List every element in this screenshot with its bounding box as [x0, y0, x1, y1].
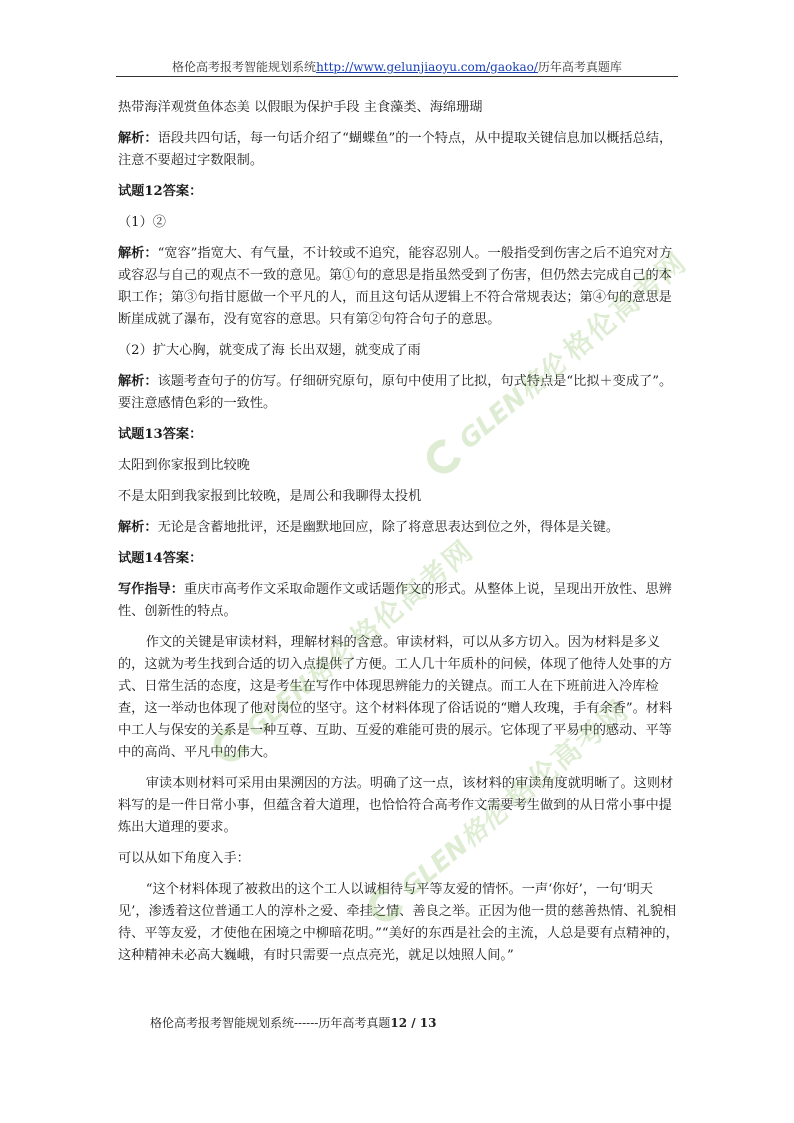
page-header [118, 58, 676, 75]
watermark-text: 格伦高考网 [344, 533, 481, 656]
section-heading [118, 424, 680, 446]
paragraph [118, 371, 680, 415]
section-heading [118, 181, 680, 203]
paragraph [118, 340, 680, 362]
paragraph-label: 试题14答案： [118, 551, 203, 566]
paragraph-text: 无论是含蓄地批评，还是幽默地回应，除了将意思表达到位之外，得体是关键。 [157, 520, 620, 535]
paragraph-label: 试题12答案： [118, 184, 203, 199]
page-footer [150, 1014, 436, 1031]
paragraph [118, 212, 680, 234]
paragraph-text: 可以从如下角度入手： [118, 851, 250, 866]
paragraph-label: 解析： [118, 131, 158, 146]
header-suffix: 历年高考真题库 [537, 60, 622, 74]
paragraph-text: 审读本则材料可采用由果溯因的方法。明确了这一点，该材料的审读角度就明晰了。这则材料写的是一件日常小事，但蕴含着大道理，也恰恰符合高考作文需要考生做到的从日常小事中提炼出大道理的要求。 [118, 776, 674, 835]
paragraph [118, 486, 680, 508]
watermark-brand: GLEN格伦 [453, 348, 572, 456]
paragraph [118, 879, 680, 967]
paragraph [118, 773, 680, 839]
paragraph-label: 解析： [118, 246, 158, 261]
paragraph [118, 243, 680, 331]
paragraph-text: （2）扩大心胸，就变成了海 长出双翅，就变成了雨 [118, 343, 421, 358]
document-body [118, 97, 680, 976]
paragraph-text: 该题考查句子的仿写。仔细研究原句，原句中使用了比拟，句式特点是“比拟＋变成了”。要注意感情色彩的一致性。 [118, 374, 673, 411]
paragraph [118, 517, 680, 539]
paragraph-text: 不是太阳到我家报到比较晚，是周公和我聊得太投机 [118, 489, 422, 504]
header-title: 格伦高考报考智能规划系统 [172, 60, 317, 74]
header-divider [116, 76, 678, 77]
paragraph-label: 试题13答案： [118, 427, 203, 442]
watermark-brand: GLEN格伦 [240, 636, 359, 744]
paragraph-label: 解析： [118, 520, 158, 535]
paragraph-text: “这个材料体现了被救出的这个工人以诚相待与平等友爱的情怀。一声‘你好’，一句‘明天见’，渗透着这位普通工人的淳朴之爱、牵挂之情、善良之举。正因为他一贯的慈善热情、礼貌相待、平等友爱，才使他在困境之中柳暗花明。”“美好的东西是社会的主流，人总是要有点精神的，这种精神未必高大巍峨，有时只需要一点点亮光，就足以烛照人间。” [118, 882, 679, 963]
paragraph [118, 579, 680, 623]
paragraph-text: “宽容”指宽大、有气量，不计较或不追究，能容忍别人。一般指受到伤害之后不追究对方或容忍与自己的观点不一致的意见。第①句的意思是指虽然受到了伤害，但仍然去完成自己的本职工作；第③句指甘愿做一个平凡的人，而且这句话从逻辑上不符合常规表达；第④句的意思是断崖成就了瀑布，没有宽容的意思。只有第②句符合句子的意思。 [118, 246, 673, 327]
watermark-brand: GLEN格伦 [395, 796, 514, 904]
paragraph-text: 重庆市高考作文采取命题作文或话题作文的形式。从整体上说，呈现出开放性、思辨性、创新性的特点。 [118, 582, 672, 619]
paragraph-text: 作文的关键是审读材料，理解材料的含意。审读材料，可以从多方切入。因为材料是多义的，这就为考生找到合适的切入点提供了方便。工人几十年质朴的问候，体现了他待人处事的方式、日常生活的态度，这是考生在写作中体现思辨能力的关键点。而工人在下班前进入冷库检查，这一举动也体现了他对岗位的坚守。这个材料体现了俗话说的“赠人玫瑰，手有余香”。材料中工人与保安的关系是一种互尊、互助、互爱的难能可贵的展示。它体现了平易中的感动、平等中的高尚、平凡中的伟大。 [118, 635, 673, 760]
paragraph [118, 128, 680, 172]
paragraph [118, 97, 680, 119]
paragraph-text: 热带海洋观赏鱼体态美 以假眼为保护手段 主食藻类、海绵珊瑚 [118, 100, 483, 115]
paragraph-text: （1）② [118, 215, 166, 230]
watermark-text: 格伦高考网 [499, 693, 636, 816]
watermark-text: 格伦高考网 [557, 245, 694, 368]
paragraph-text: 太阳到你家报到比较晚 [118, 458, 250, 473]
section-heading [118, 548, 680, 570]
header-link[interactable]: http://www.gelunjiaoyu.com/gaokao/ [316, 60, 538, 74]
paragraph [118, 848, 680, 870]
paragraph [118, 455, 680, 477]
paragraph-text: 语段共四句话，每一句话介绍了“蝴蝶鱼”的一个特点，从中提取关键信息加以概括总结，注意不要超过字数限制。 [118, 131, 673, 168]
page-number: 12 / 13 [390, 1016, 437, 1030]
footer-text: 格伦高考报考智能规划系统------历年高考真题 [150, 1016, 391, 1030]
paragraph-label: 解析： [118, 374, 158, 389]
paragraph [118, 632, 680, 764]
paragraph-label: 写作指导： [118, 582, 184, 597]
